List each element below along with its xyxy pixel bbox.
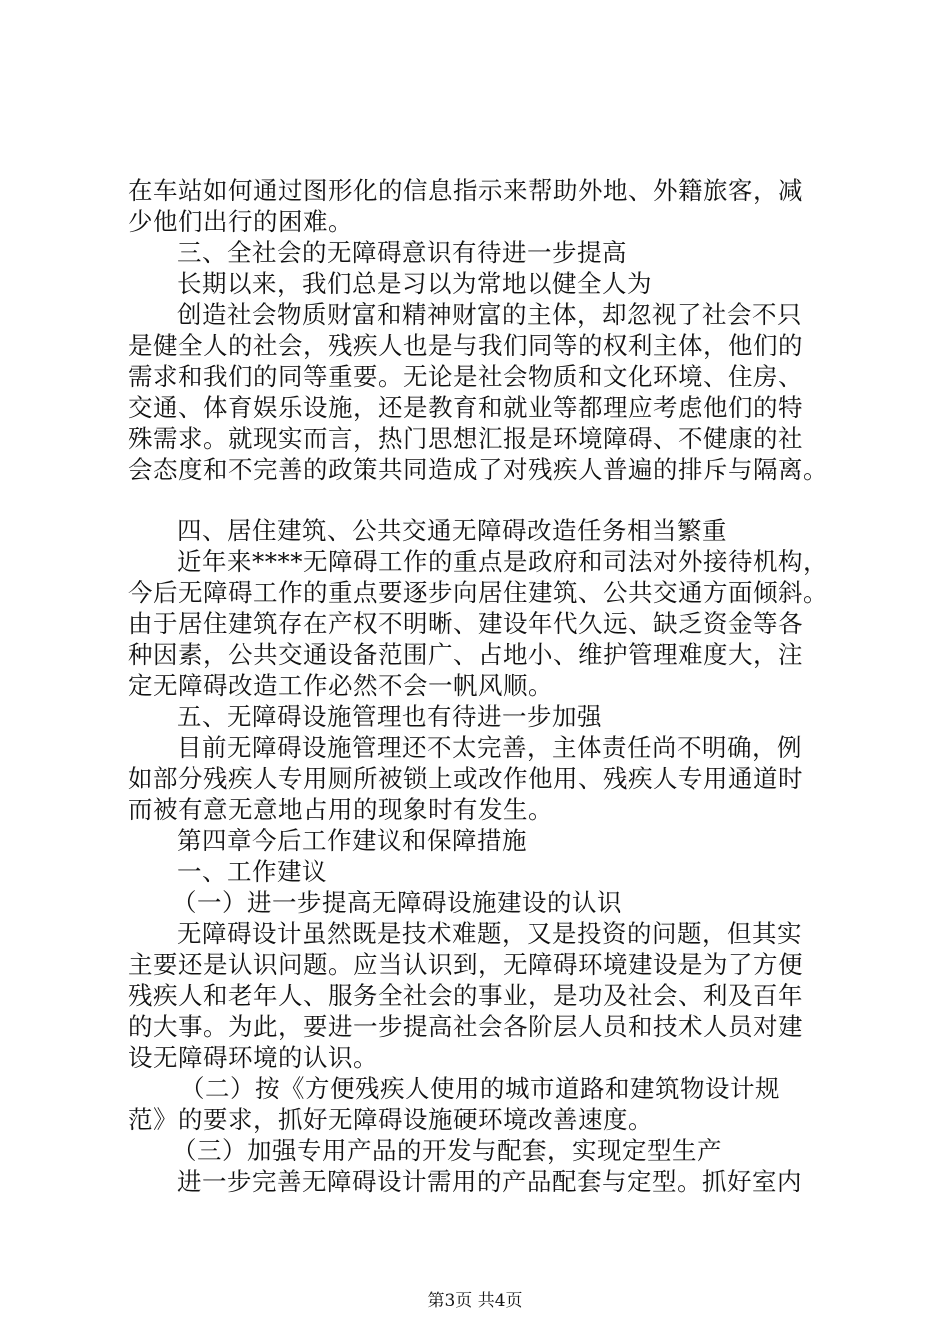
- body-text-line: 交通、体育娱乐设施，还是教育和就业等都理应考虑他们的特: [128, 393, 803, 422]
- body-text-line: 近年来****无障碍工作的重点是政府和司法对外接待机构，: [177, 547, 828, 576]
- subsection-heading: （一）进一步提高无障碍设施建设的认识: [172, 888, 622, 917]
- body-text-line: 无障碍设计虽然既是技术难题，又是投资的问题，但其实: [177, 919, 802, 948]
- body-text-line: 进一步完善无障碍设计需用的产品配套与定型。抓好室内: [177, 1167, 802, 1196]
- body-text-line: 而被有意无意地占用的现象时有发生。: [128, 795, 553, 824]
- body-text-line: 设无障碍环境的认识。: [128, 1043, 378, 1072]
- body-text-line: 是健全人的社会，残疾人也是与我们同等的权利主体，他们的: [128, 331, 803, 360]
- body-text-line: 残疾人和老年人、服务全社会的事业，是功及社会、利及百年: [128, 981, 803, 1010]
- section-heading: 四、居住建筑、公共交通无障碍改造任务相当繁重: [177, 516, 727, 545]
- body-text-line: 需求和我们的同等重要。无论是社会物质和文化环境、住房、: [128, 362, 803, 391]
- body-text-line: 会态度和不完善的政策共同造成了对残疾人普遍的排斥与隔离。: [128, 455, 828, 484]
- subsection-heading: （三）加强专用产品的开发与配套，实现定型生产: [172, 1136, 722, 1165]
- body-text-line: 定无障碍改造工作必然不会一帆风顺。: [128, 671, 553, 700]
- section-heading: 五、无障碍设施管理也有待进一步加强: [177, 702, 602, 731]
- body-text-line: 创造社会物质财富和精神财富的主体，却忽视了社会不只: [177, 300, 802, 329]
- chapter-heading: 第四章今后工作建议和保障措施: [177, 826, 527, 855]
- body-text-line: 今后无障碍工作的重点要逐步向居住建筑、公共交通方面倾斜。: [128, 578, 828, 607]
- subsection-heading: （二）按《方便残疾人使用的城市道路和建筑物设计规: [180, 1074, 780, 1103]
- body-text-line: 殊需求。就现实而言，热门思想汇报是环境障碍、不健康的社: [128, 424, 803, 453]
- body-text-line: 少他们出行的困难。: [128, 207, 353, 236]
- section-heading: 三、全社会的无障碍意识有待进一步提高: [177, 238, 627, 267]
- body-text-line: 范》的要求，抓好无障碍设施硬环境改善速度。: [128, 1105, 653, 1134]
- page-number-footer: 第3页 共4页: [427, 1291, 523, 1311]
- body-text-line: 的大事。为此，要进一步提高社会各阶层人员和技术人员对建: [128, 1012, 803, 1041]
- body-text-line: 主要还是认识问题。应当认识到，无障碍环境建设是为了方便: [128, 950, 803, 979]
- body-text-line: 目前无障碍设施管理还不太完善，主体责任尚不明确，例: [177, 733, 802, 762]
- section-heading: 一、工作建议: [177, 857, 327, 886]
- body-text-line: 种因素，公共交通设备范围广、占地小、维护管理难度大，注: [128, 640, 803, 669]
- body-text-line: 由于居住建筑存在产权不明晰、建设年代久远、缺乏资金等各: [128, 609, 803, 638]
- body-text-line: 在车站如何通过图形化的信息指示来帮助外地、外籍旅客，减: [128, 176, 803, 205]
- body-text-line: 如部分残疾人专用厕所被锁上或改作他用、残疾人专用通道时: [128, 764, 803, 793]
- body-text-line: 长期以来，我们总是习以为常地以健全人为: [177, 269, 652, 298]
